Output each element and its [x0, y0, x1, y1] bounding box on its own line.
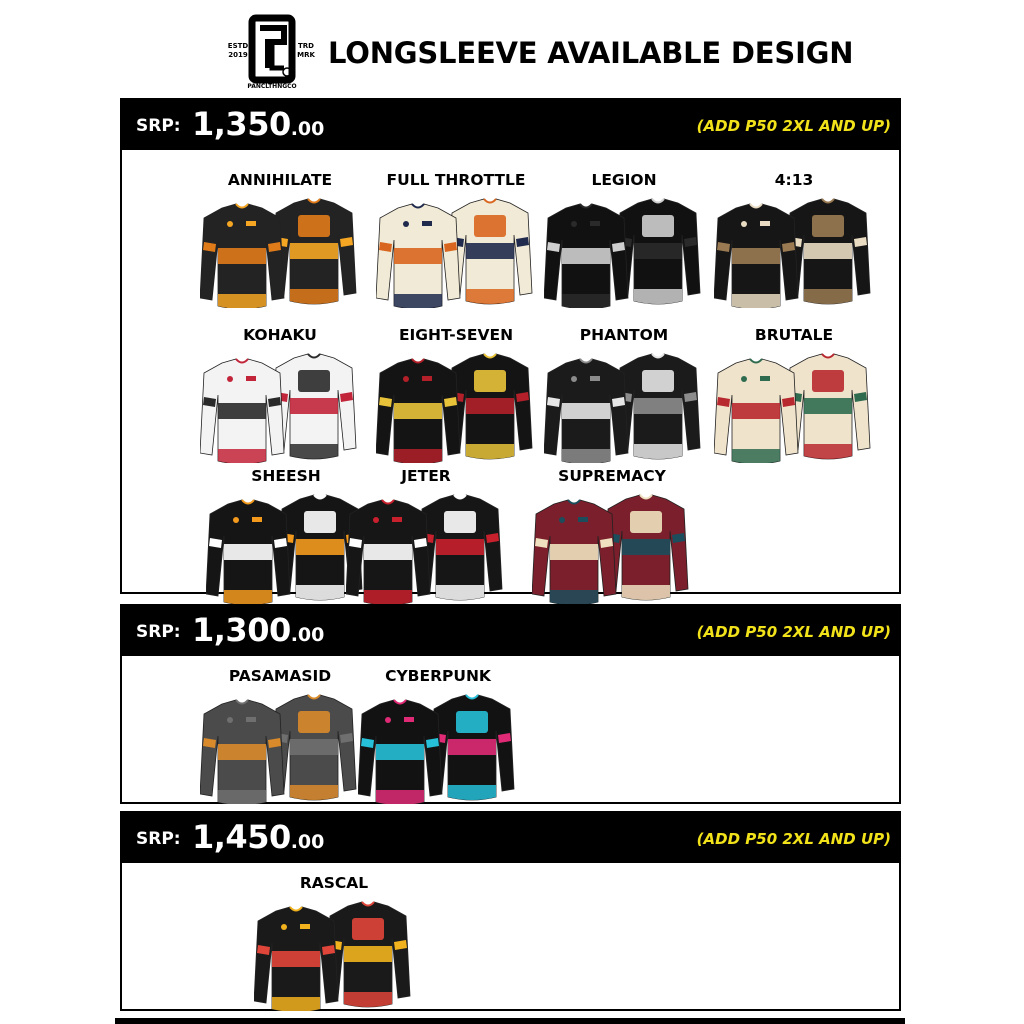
price-value: 1,300.00: [192, 611, 325, 649]
jersey-pair-image: [254, 899, 414, 1011]
jersey-icon: [544, 196, 704, 308]
design-name: EIGHT-SEVEN: [398, 326, 514, 344]
price-section-1350: [120, 98, 901, 594]
price-value: 1,350.00: [192, 105, 325, 143]
price-bar: [122, 100, 899, 150]
jersey-icon: [376, 351, 536, 463]
design-name: PASAMASID: [228, 667, 332, 685]
design-item-rascal[interactable]: [246, 873, 422, 1013]
design-item-supremacy[interactable]: [524, 466, 700, 606]
design-item-cyberpunk[interactable]: [350, 666, 526, 806]
srp-label: SRP:: [136, 116, 181, 136]
design-name: ANNIHILATE: [227, 171, 333, 189]
design-item-full-throttle[interactable]: [368, 170, 544, 310]
logo-estd-text: ESTD: [227, 42, 249, 50]
jersey-pair-image: [376, 196, 536, 308]
jersey-pair-image: [200, 196, 360, 308]
page-header: [0, 0, 1024, 100]
jersey-pair-image: [714, 351, 874, 463]
jersey-icon: [200, 351, 360, 463]
design-name: SHEESH: [251, 467, 321, 485]
design-item-eight-seven[interactable]: [368, 325, 544, 465]
jersey-icon: [532, 492, 692, 604]
jersey-pair-image: [714, 196, 874, 308]
design-name: SUPREMACY: [558, 467, 666, 485]
design-name: 4:13: [774, 171, 814, 189]
design-item-annihilate[interactable]: [192, 170, 368, 310]
design-item-phantom[interactable]: [536, 325, 712, 465]
jersey-pair-image: [358, 692, 518, 804]
price-section-1450: [120, 811, 901, 1011]
design-name: CYBERPUNK: [385, 667, 491, 685]
design-item-kohaku[interactable]: [192, 325, 368, 465]
jersey-pair-image: [376, 351, 536, 463]
srp-label: SRP:: [136, 622, 181, 642]
design-name: BRUTALE: [754, 326, 834, 344]
size-surcharge-note: (ADD P50 2XL AND UP): [696, 117, 891, 135]
design-name: LEGION: [591, 171, 657, 189]
jersey-pair-image: [200, 692, 360, 804]
jersey-icon: [200, 196, 360, 308]
size-surcharge-note: (ADD P50 2XL AND UP): [696, 830, 891, 848]
design-item-pasamasid[interactable]: [192, 666, 368, 806]
jersey-pair-image: [544, 196, 704, 308]
logo-tag-text-2: MRK: [297, 51, 315, 59]
size-surcharge-note: (ADD P50 2XL AND UP): [696, 623, 891, 641]
design-item-4-13[interactable]: [706, 170, 882, 310]
design-name: PHANTOM: [579, 326, 669, 344]
price-bar: [122, 606, 899, 656]
logo-tag-text-1: TRD: [298, 42, 314, 50]
brand-logo: [226, 14, 318, 90]
srp-label: SRP:: [136, 829, 181, 849]
jersey-pair-image: [346, 492, 506, 604]
page-title: LONGSLEEVE AVAILABLE DESIGN: [328, 36, 854, 70]
design-name: JETER: [401, 467, 451, 485]
jersey-icon: [358, 692, 518, 804]
brand-logo-icon: [226, 14, 318, 90]
logo-year-text: 2019: [228, 51, 248, 59]
jersey-icon: [714, 351, 874, 463]
logo-wordmark-text: PANCLTHNGCO: [247, 83, 297, 90]
design-item-jeter[interactable]: [338, 466, 514, 606]
design-name: FULL THROTTLE: [386, 171, 526, 189]
jersey-icon: [376, 196, 536, 308]
price-value: 1,450.00: [192, 818, 325, 856]
jersey-icon: [544, 351, 704, 463]
design-item-brutale[interactable]: [706, 325, 882, 465]
design-name: RASCAL: [299, 874, 369, 892]
jersey-icon: [254, 899, 414, 1011]
jersey-icon: [200, 692, 360, 804]
jersey-icon: [714, 196, 874, 308]
bottom-rule: [115, 1018, 905, 1024]
price-bar: [122, 813, 899, 863]
design-item-legion[interactable]: [536, 170, 712, 310]
jersey-icon: [346, 492, 506, 604]
jersey-pair-image: [544, 351, 704, 463]
jersey-pair-image: [200, 351, 360, 463]
design-name: KOHAKU: [243, 326, 317, 344]
price-section-1300: [120, 604, 901, 804]
jersey-pair-image: [532, 492, 692, 604]
